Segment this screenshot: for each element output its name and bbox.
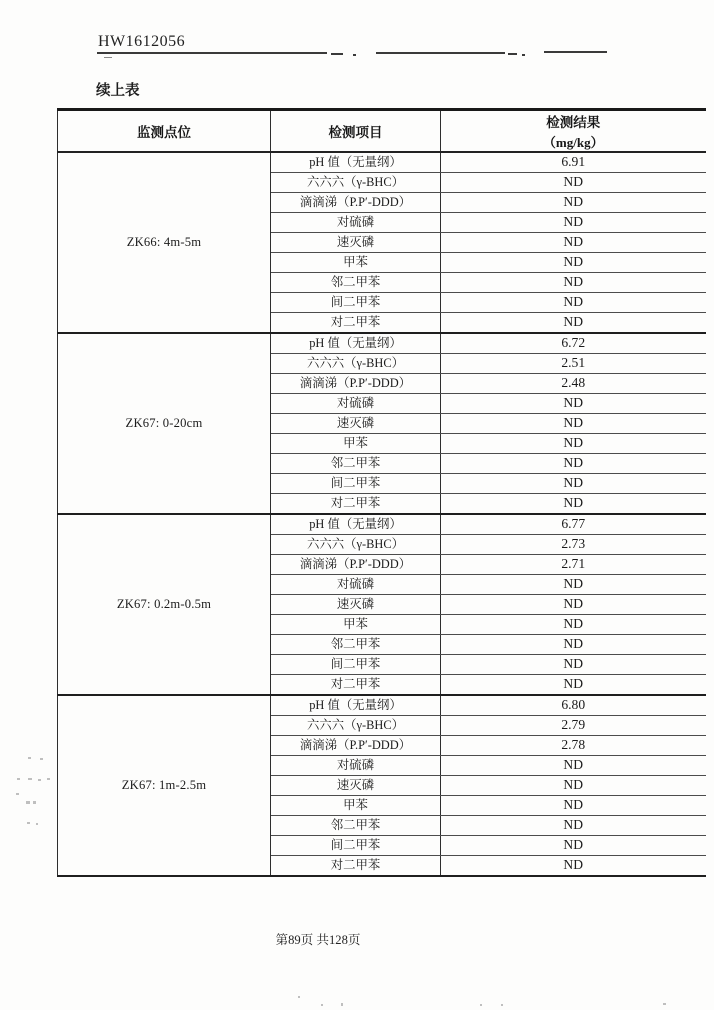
header-rule-segment [376,52,505,54]
result-value-cell: 6.80 [441,695,706,716]
col-header-result-title: 检测结果 [546,115,601,130]
result-value-cell: ND [441,756,706,776]
monitoring-point-cell: ZK67: 0.2m-0.5m [58,514,271,695]
result-value-cell: 6.72 [441,333,706,354]
test-item-cell: 六六六（γ-BHC） [271,173,441,193]
result-value-cell: 2.48 [441,374,706,394]
result-value-cell: ND [441,635,706,655]
test-item-cell: 滴滴涕（P.P′-DDD） [271,555,441,575]
test-item-cell: 对硫磷 [271,394,441,414]
table-row [58,152,706,173]
test-item-cell: 对硫磷 [271,213,441,233]
monitoring-point-cell: ZK67: 1m-2.5m [58,695,271,876]
result-value-cell: ND [441,233,706,253]
scan-speck [33,801,36,804]
result-value-cell: ND [441,173,706,193]
result-value-cell: 2.71 [441,555,706,575]
header-rule-dot [353,54,356,56]
test-item-cell: pH 值（无量纲） [271,514,441,535]
test-item-cell: pH 值（无量纲） [271,333,441,354]
table-row [58,333,706,354]
result-value-cell: ND [441,293,706,313]
result-value-cell: ND [441,193,706,213]
result-value-cell: ND [441,494,706,515]
scan-speck [16,793,19,795]
result-value-cell: ND [441,213,706,233]
result-value-cell: ND [441,474,706,494]
col-header-result [441,110,706,153]
result-value-cell: 2.79 [441,716,706,736]
test-item-cell: 速灭磷 [271,414,441,434]
test-item-cell: 甲苯 [271,253,441,273]
test-item-cell: 甲苯 [271,434,441,454]
scan-speck [663,1003,666,1005]
scan-speck [40,758,43,760]
test-item-cell: 对硫磷 [271,756,441,776]
result-value-cell: 6.91 [441,152,706,173]
result-value-cell: ND [441,313,706,334]
result-value-cell: ND [441,856,706,877]
test-item-cell: 甲苯 [271,796,441,816]
test-item-cell: 间二甲苯 [271,293,441,313]
test-item-cell: pH 值（无量纲） [271,152,441,173]
test-item-cell: 对二甲苯 [271,856,441,877]
result-value-cell: 2.73 [441,535,706,555]
result-value-cell: ND [441,796,706,816]
monitoring-point-cell: ZK66: 4m-5m [58,152,271,333]
test-item-cell: 六六六（γ-BHC） [271,535,441,555]
test-item-cell: 邻二甲苯 [271,273,441,293]
scan-speck [26,801,30,804]
test-item-cell: 六六六（γ-BHC） [271,354,441,374]
result-value-cell: ND [441,414,706,434]
test-item-cell: 对二甲苯 [271,675,441,696]
scan-speck [47,778,50,780]
test-item-cell: 邻二甲苯 [271,454,441,474]
test-item-cell: 邻二甲苯 [271,816,441,836]
header-rule-segment [97,52,327,54]
result-value-cell: ND [441,655,706,675]
result-value-cell: ND [441,454,706,474]
results-table [57,108,706,877]
test-item-cell: 间二甲苯 [271,836,441,856]
test-item-cell: 滴滴涕（P.P′-DDD） [271,736,441,756]
scan-speck [36,823,38,825]
result-value-cell: ND [441,675,706,696]
result-value-cell: ND [441,615,706,635]
scan-speck [480,1004,482,1006]
test-item-cell: 速灭磷 [271,776,441,796]
table-row [58,514,706,535]
result-value-cell: ND [441,776,706,796]
result-value-cell: 2.78 [441,736,706,756]
result-value-cell: ND [441,595,706,615]
col-header-item: 检测项目 [271,110,441,153]
page-number-footer: 第89页 共128页 [275,933,361,947]
test-item-cell: 速灭磷 [271,595,441,615]
scan-speck [321,1004,323,1006]
result-value-cell: ND [441,394,706,414]
result-value-cell: 6.77 [441,514,706,535]
scan-speck [17,778,20,780]
scan-speck [38,779,41,781]
result-value-cell: ND [441,836,706,856]
test-item-cell: 间二甲苯 [271,474,441,494]
test-item-cell: 间二甲苯 [271,655,441,675]
scan-speck [28,778,32,780]
test-item-cell: 对硫磷 [271,575,441,595]
scan-speck [341,1003,343,1006]
result-value-cell: ND [441,434,706,454]
test-item-cell: 对二甲苯 [271,313,441,334]
col-header-result-unit: （mg/kg） [542,135,604,150]
header-rule-segment [331,53,343,55]
col-header-point: 监测点位 [58,110,271,153]
doc-number: HW1612056 [98,33,186,50]
table-row [58,695,706,716]
scan-speck [28,757,31,759]
monitoring-point-cell: ZK67: 0-20cm [58,333,271,514]
header-rule-tick [104,57,112,58]
test-item-cell: 对二甲苯 [271,494,441,515]
result-value-cell: ND [441,253,706,273]
result-value-cell: ND [441,575,706,595]
scan-speck [27,822,30,824]
test-item-cell: 甲苯 [271,615,441,635]
header-rule-dot [522,54,525,56]
header-rule-segment [508,53,517,55]
test-item-cell: 六六六（γ-BHC） [271,716,441,736]
test-item-cell: pH 值（无量纲） [271,695,441,716]
test-item-cell: 邻二甲苯 [271,635,441,655]
continued-table-label: 续上表 [96,83,140,99]
test-item-cell: 滴滴涕（P.P′-DDD） [271,193,441,213]
table-header-row [58,110,706,153]
header-rule-segment [544,51,607,53]
scan-speck [501,1004,503,1006]
result-value-cell: 2.51 [441,354,706,374]
scan-speck [298,996,300,998]
test-item-cell: 滴滴涕（P.P′-DDD） [271,374,441,394]
result-value-cell: ND [441,816,706,836]
test-item-cell: 速灭磷 [271,233,441,253]
result-value-cell: ND [441,273,706,293]
